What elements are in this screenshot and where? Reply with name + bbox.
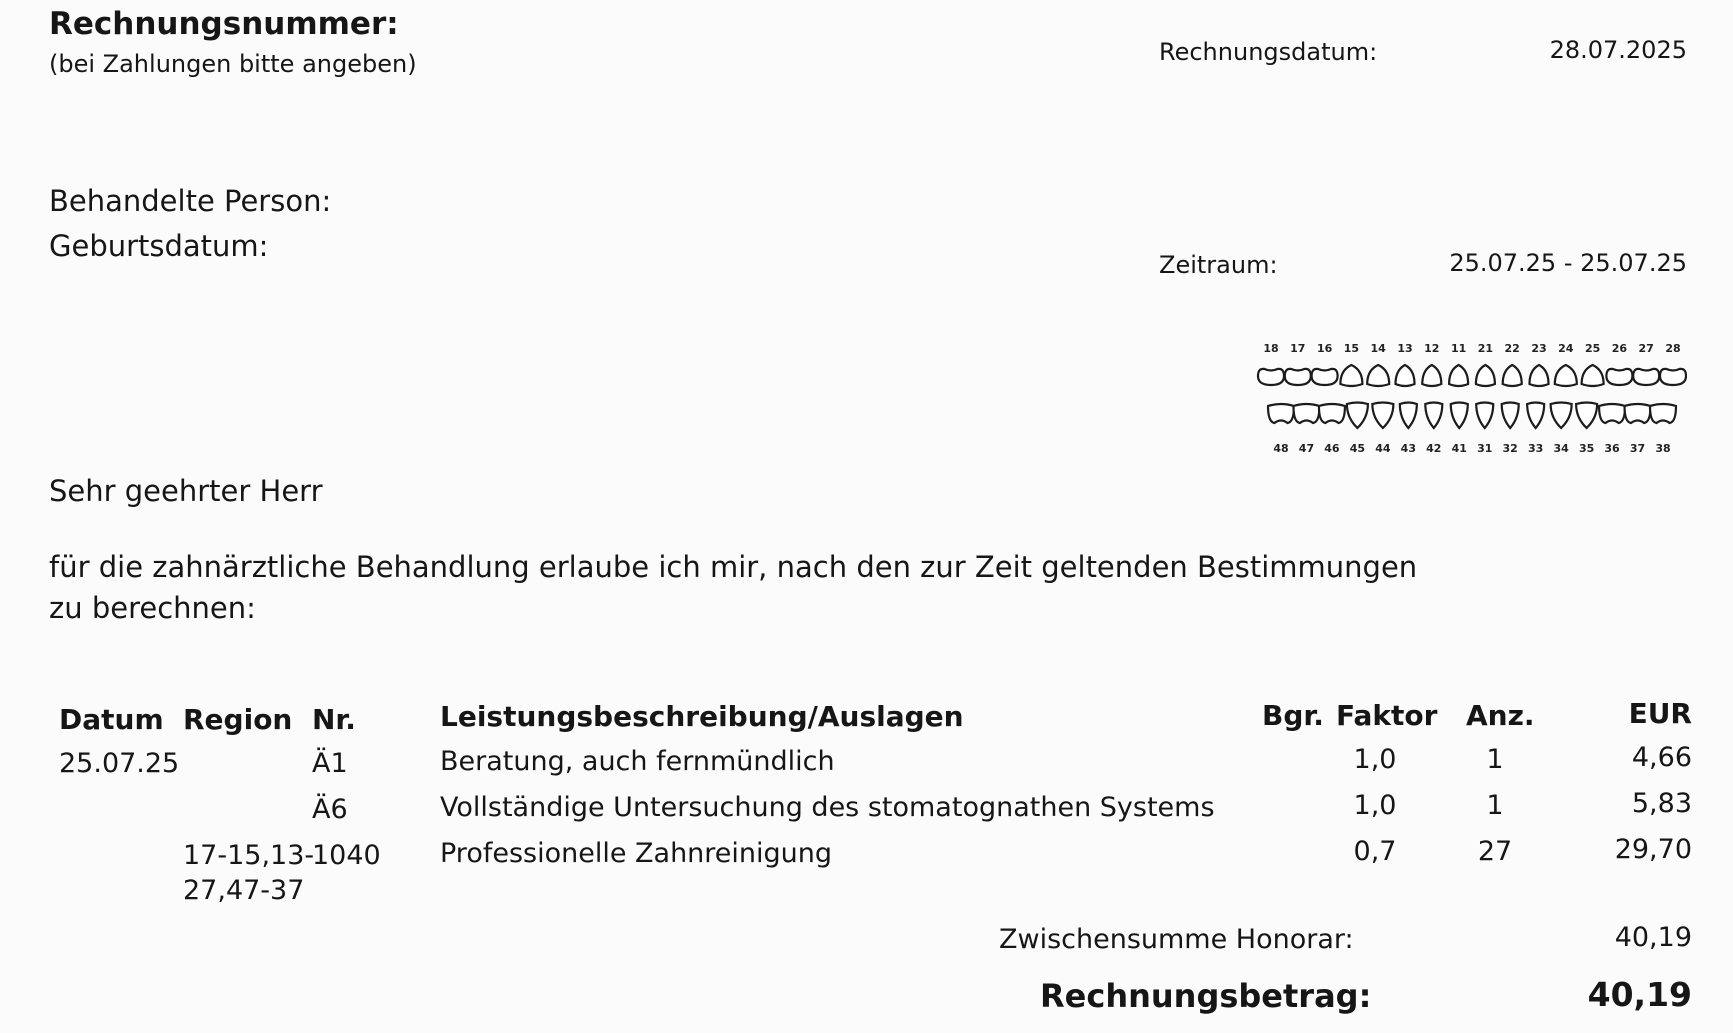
upper-tooth-number: 11 [1450, 342, 1467, 355]
lower-tooth-number: 34 [1553, 442, 1569, 455]
letter-body-line1: für die zahnärztliche Behandlung erlaube ich mir, nach den zur Zeit geltenden Bestimmungen [49, 550, 1418, 584]
upper-tooth [1312, 369, 1338, 385]
upper-tooth-number: 18 [1263, 342, 1279, 355]
row-nr: Ä6 [312, 794, 348, 825]
row-eur: 29,70 [1614, 834, 1692, 865]
upper-tooth-number: 15 [1343, 342, 1360, 355]
lower-tooth-number: 48 [1273, 442, 1289, 455]
header-nr: Nr. [312, 703, 356, 736]
lower-tooth [1425, 403, 1442, 429]
lower-tooth [1650, 404, 1676, 423]
lower-tooth-number: 46 [1324, 442, 1340, 455]
upper-tooth [1396, 365, 1415, 386]
upper-tooth [1449, 365, 1468, 386]
lower-tooth [1400, 403, 1417, 429]
lower-tooth-number: 43 [1400, 442, 1416, 455]
lower-tooth-number: 35 [1578, 442, 1595, 455]
header-region: Region [183, 703, 293, 736]
lower-tooth-number: 31 [1477, 442, 1493, 455]
period-value: 25.07.25 - 25.07.25 [1449, 249, 1687, 277]
header-bgr: Bgr. [1262, 699, 1324, 732]
row-nr: Ä1 [312, 748, 348, 779]
row-region-line2: 27,47-37 [183, 875, 305, 906]
lower-tooth [1347, 403, 1368, 429]
row-eur: 5,83 [1631, 788, 1692, 819]
lower-tooth [1625, 404, 1651, 423]
invoice-date: 28.07.2025 [1549, 36, 1687, 64]
row-anz: 1 [1486, 744, 1504, 775]
lower-tooth-number: 37 [1629, 442, 1646, 455]
upper-tooth [1555, 365, 1577, 386]
upper-tooth-number: 12 [1424, 342, 1440, 355]
upper-tooth-number: 25 [1584, 342, 1601, 355]
lower-tooth [1576, 403, 1597, 429]
header-anz: Anz. [1466, 699, 1535, 732]
lower-tooth-number: 33 [1528, 442, 1544, 455]
row-description: Beratung, auch fernmündlich [440, 746, 835, 777]
row-faktor: 0,7 [1353, 836, 1397, 867]
header-description: Leistungsbeschreibung/Auslagen [440, 700, 964, 733]
total-value: 40,19 [1587, 975, 1692, 1014]
upper-tooth-number: 21 [1477, 342, 1494, 355]
lower-tooth [1268, 404, 1294, 423]
lower-tooth-number: 45 [1349, 442, 1366, 455]
letter-body-line2: zu berechnen: [49, 591, 256, 625]
upper-tooth-number: 16 [1316, 342, 1333, 355]
subtotal-value: 40,19 [1614, 922, 1692, 953]
lower-tooth [1527, 403, 1544, 429]
lower-tooth-number: 32 [1502, 442, 1518, 455]
upper-tooth [1422, 365, 1441, 386]
lower-tooth [1551, 403, 1572, 429]
upper-tooth-number: 14 [1370, 342, 1386, 355]
lower-tooth-number: 38 [1655, 442, 1671, 455]
row-region-line1: 17-15,13- [183, 840, 315, 871]
lower-tooth-number: 41 [1451, 442, 1467, 455]
row-faktor: 1,0 [1353, 790, 1397, 821]
upper-tooth-number: 22 [1504, 342, 1520, 355]
treated-person-label: Behandelte Person: [49, 184, 332, 218]
lower-tooth-number: 47 [1298, 442, 1315, 455]
upper-tooth [1582, 365, 1604, 386]
row-anz: 27 [1477, 836, 1513, 867]
lower-tooth [1372, 403, 1393, 429]
header-faktor: Faktor [1336, 699, 1438, 732]
upper-tooth [1633, 369, 1659, 385]
row-anz: 1 [1486, 790, 1504, 821]
lower-tooth [1319, 404, 1345, 423]
upper-tooth-number: 17 [1290, 342, 1306, 355]
header-datum: Datum [59, 703, 164, 736]
lower-tooth [1293, 404, 1319, 423]
lower-tooth [1599, 404, 1625, 423]
header-eur: EUR [1628, 697, 1692, 730]
dental-chart [1255, 340, 1687, 465]
upper-tooth [1476, 365, 1495, 386]
upper-tooth-number: 27 [1638, 342, 1654, 355]
upper-tooth-number: 24 [1558, 342, 1574, 355]
row-description: Professionelle Zahnreinigung [440, 838, 833, 869]
dental-chart-graphic [1255, 340, 1687, 465]
invoice-number-label: Rechnungsnummer: [49, 6, 399, 42]
lower-tooth-number: 44 [1375, 442, 1391, 455]
invoice-number-hint: (bei Zahlungen bitte angeben) [49, 50, 417, 78]
upper-tooth-number: 13 [1397, 342, 1413, 355]
upper-tooth [1530, 365, 1549, 386]
row-nr: 1040 [312, 840, 381, 871]
row-datum: 25.07.25 [59, 748, 180, 779]
row-faktor: 1,0 [1353, 744, 1397, 775]
upper-tooth-number: 26 [1611, 342, 1628, 355]
total-label: Rechnungsbetrag: [1040, 977, 1372, 1015]
subtotal-label: Zwischensumme Honorar: [999, 924, 1354, 955]
lower-tooth [1502, 403, 1519, 429]
birthdate-label: Geburtsdatum: [49, 229, 269, 263]
upper-tooth [1340, 365, 1362, 386]
upper-tooth-number: 28 [1665, 342, 1681, 355]
period-label: Zeitraum: [1159, 251, 1278, 279]
upper-tooth [1367, 365, 1389, 386]
row-eur: 4,66 [1631, 742, 1692, 773]
upper-tooth [1606, 369, 1632, 385]
lower-tooth-number: 42 [1426, 442, 1442, 455]
upper-tooth [1258, 369, 1284, 385]
lower-tooth [1451, 403, 1468, 429]
row-description: Vollständige Untersuchung des stomatognathen Systems [440, 792, 1215, 823]
upper-tooth [1660, 369, 1686, 385]
salutation: Sehr geehrter Herr [49, 474, 323, 508]
lower-tooth [1476, 403, 1493, 429]
invoice-date-label: Rechnungsdatum: [1159, 38, 1378, 66]
upper-tooth-number: 23 [1531, 342, 1547, 355]
upper-tooth [1503, 365, 1522, 386]
upper-tooth [1285, 369, 1311, 385]
lower-tooth-number: 36 [1604, 442, 1620, 455]
